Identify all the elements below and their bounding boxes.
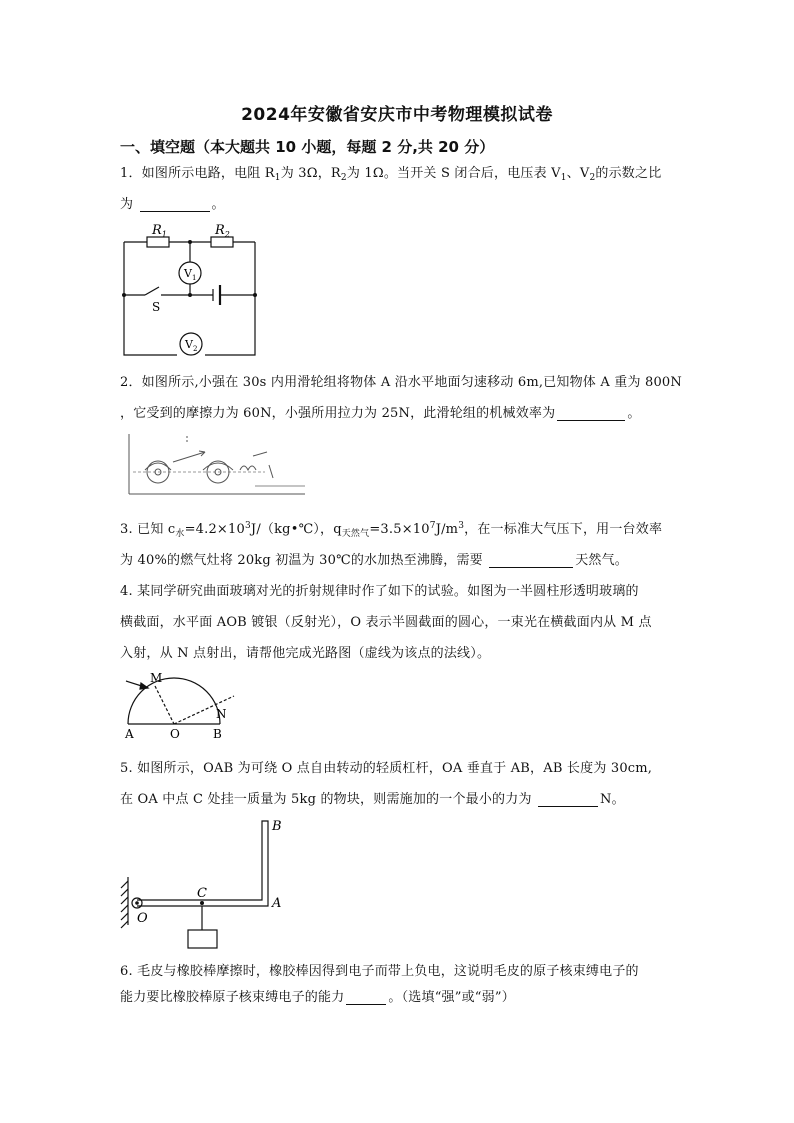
v1-label: $V_1$: [184, 267, 197, 282]
q5-line2: 在 OA 中点 C 处挂一质量为 5kg 的物块，则需施加的一个最小的力为 N。: [120, 792, 625, 807]
q2-answer-blank[interactable]: [557, 406, 625, 421]
point-c-label: C: [197, 886, 207, 901]
r1-label: $R_1$: [152, 223, 167, 239]
q3-line1: 3. 已知 $c_水=4.2\times 10^3J/(kg•℃)$，$q_{天然气}=3.5\times 10^7J/m^3$，在一标准大气压下，用一台效率: [120, 521, 663, 539]
point-o-label: O: [137, 911, 148, 926]
q1-line1: 1．如图所示电路，电阻 $R_1$为 3Ω，$R_2$为 1Ω。当开关 S 闭合后，电压表 $V_1$、$V_2$的示数之比: [120, 166, 662, 183]
q4-line1: 4. 某同学研究曲面玻璃对光的折射规律时作了如下的试验。如图为一半圆柱形透明玻璃的: [120, 584, 639, 599]
q6-line2: 能力要比橡胶棒原子核束缚电子的能力 。（选填“强”或“弱”）: [120, 990, 515, 1005]
point-a-label: A: [272, 896, 282, 911]
q1-answer-blank[interactable]: [140, 197, 210, 212]
point-o-label: O: [170, 727, 180, 741]
q3-answer-blank[interactable]: [489, 553, 573, 568]
q5-answer-blank[interactable]: [538, 792, 598, 807]
q5-line1: 5. 如图所示，OAB 为可绕 O 点自由转动的轻质杠杆，OA 垂直于 AB，AB 长度为 30cm,: [120, 761, 653, 776]
point-a-label: A: [125, 727, 134, 741]
point-b-label: B: [272, 819, 282, 834]
q4-semicircle-figure: [118, 668, 248, 743]
q6-line1: 6. 毛皮与橡胶棒摩擦时，橡胶棒因得到电子而带上负电，这说明毛皮的原子核束缚电子的: [120, 964, 639, 979]
page-title: 2024年安徽省安庆市中考物理模拟试卷: [241, 105, 553, 125]
q4-line2: 横截面，水平面 AOB 镀银（反射光），O 表示半圆截面的圆心，一束光在横截面内从 M 点: [120, 615, 652, 630]
point-b-label: B: [213, 727, 222, 741]
q2-line1: 2．如图所示,小强在 30s 内用滑轮组将物体 A 沿水平地面匀速移动 6m,已知物体 A 重为 800N: [120, 375, 682, 390]
point-n-label: N: [216, 707, 227, 721]
r2-label: $R_2$: [215, 223, 230, 239]
q4-line3: 入射，从 N 点射出，请帮他完成光路图（虚线为该点的法线）。: [120, 646, 491, 661]
q6-answer-blank[interactable]: [346, 990, 386, 1005]
q3-line2: 为 40%的燃气灶将 20kg 初温为 30℃的水加热至沸腾，需要 天然气。: [120, 553, 628, 568]
q2-line2: ，它受到的摩擦力为 60N，小强所用拉力为 25N，此滑轮组的机械效率为 。: [120, 406, 641, 421]
v2-label: $V_2$: [185, 338, 198, 353]
section-heading: 一、填空题（本大题共 10 小题，每题 2 分,共 20 分）: [120, 138, 495, 156]
q1-circuit-diagram: [115, 220, 265, 360]
point-m-label: M: [150, 671, 163, 685]
switch-label: S: [152, 300, 161, 314]
q5-lever-figure: [118, 815, 293, 955]
q2-pulley-figure: [125, 430, 310, 500]
q1-line2: 为 。: [120, 197, 225, 212]
